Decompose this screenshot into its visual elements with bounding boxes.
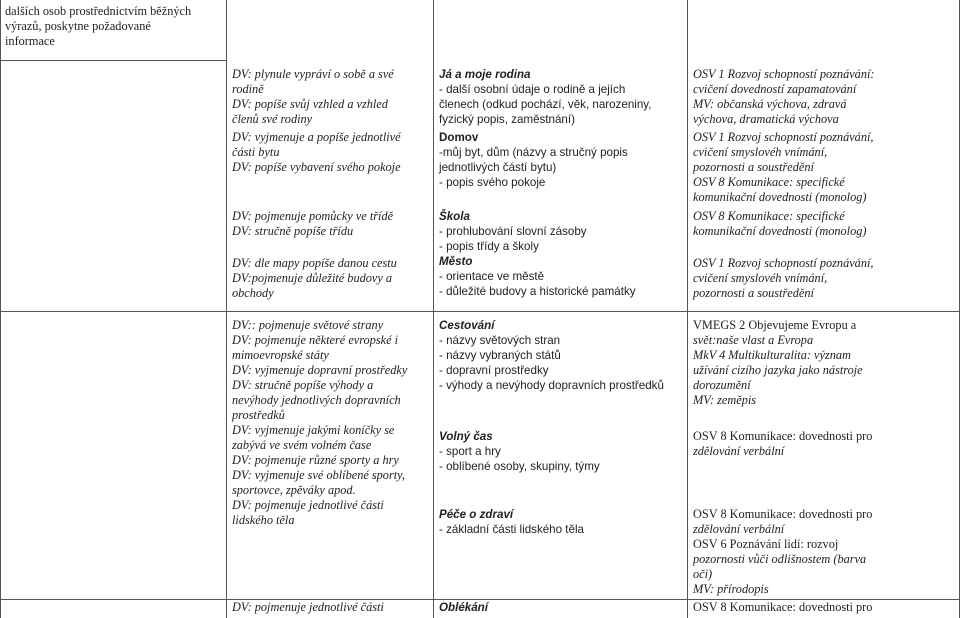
topic-heading: Oblékání xyxy=(439,601,488,614)
text-line: OSV 1 Rozvoj schopností poznávání, xyxy=(693,130,874,144)
cross-topics-town xyxy=(693,256,873,301)
text-line: sportovce, zpěváky apod. xyxy=(232,483,356,497)
text-line: DV: vyjmenuje a popíše jednotlivé xyxy=(232,130,401,144)
text-line: - dopravní prostředky xyxy=(439,364,549,377)
topic-travel xyxy=(439,318,664,393)
topic-home xyxy=(439,130,628,190)
text-line: VMEGS 2 Objevujeme Evropu a xyxy=(693,318,857,332)
text-line: DV: pojmenuje pomůcky ve třídě xyxy=(232,209,394,223)
text-line: MV: občanská výchova, zdravá xyxy=(693,97,847,111)
text-line: - důležité budovy a historické památky xyxy=(439,285,636,298)
text-line: DV:pojmenuje důležité budovy a xyxy=(232,271,393,285)
cross-topics-health xyxy=(693,507,872,597)
text-line: - oblíbené osoby, skupiny, týmy xyxy=(439,460,600,473)
cross-topics-home xyxy=(693,130,873,205)
row-divider-2 xyxy=(0,311,960,312)
text-line: výchova, dramatická výchova xyxy=(693,112,839,126)
text-line: OSV 6 Poznávání lidí: rozvoj xyxy=(693,537,839,551)
text-line: dalších osob prostřednictvím běžných xyxy=(5,4,192,18)
outcomes-home xyxy=(232,130,401,175)
text-line: oči) xyxy=(693,567,713,581)
topic-clothing xyxy=(439,600,488,615)
text-line: - další osobní údaje o rodině a jejích xyxy=(439,83,626,96)
text-line: mimoevropské státy xyxy=(232,348,329,362)
outcomes-clothing xyxy=(232,600,384,615)
text-line: DV: stručně popíše výhody a xyxy=(232,378,374,392)
text-line: MV: zeměpis xyxy=(693,393,757,407)
topic-heading: Já a moje rodina xyxy=(439,68,531,81)
topic-heading: Volný čas xyxy=(439,430,493,443)
text-line: zdělování verbální xyxy=(693,444,785,458)
column-divider-2 xyxy=(433,0,434,618)
text-line: DV: dle mapy popíše danou cestu xyxy=(232,256,397,270)
text-line: OSV 1 Rozvoj schopností poznávání: xyxy=(693,67,875,81)
topic-heading: Škola xyxy=(439,210,470,223)
text-line: - popis svého pokoje xyxy=(439,176,546,189)
text-line: OSV 8 Komunikace: specifické xyxy=(693,209,845,223)
topic-school xyxy=(439,209,636,299)
text-line: členech (odkud pochází, věk, narozeniny, xyxy=(439,98,652,111)
text-line: DV: vyjmenuje své oblíbené sporty, xyxy=(232,468,406,482)
text-line: prostředků xyxy=(232,408,285,422)
cross-topics-clothing xyxy=(693,600,872,615)
text-line: svět:naše vlast a Evropa xyxy=(693,333,814,347)
text-line: - základní části lidského těla xyxy=(439,523,584,536)
text-line: rodině xyxy=(232,82,264,96)
text-line: jednotlivých částí bytu) xyxy=(439,161,557,174)
text-line: DV: popíše svůj vzhled a vzhled xyxy=(232,97,388,111)
text-line: komunikační dovednosti (monolog) xyxy=(693,190,867,204)
text-line: DV: vyjmenuje jakými koníčky se xyxy=(232,423,395,437)
text-line: cvičení smyslovéh vnímání, xyxy=(693,271,828,285)
text-line: výrazů, poskytne požadované xyxy=(5,19,151,33)
text-line: zabývá ve svém volném čase xyxy=(232,438,372,452)
outcomes-town xyxy=(232,256,397,301)
text-line: MV: přírodopis xyxy=(693,582,769,596)
text-line: pozornosti a soustředění xyxy=(693,286,814,300)
text-line: OSV 8 Komunikace: specifické xyxy=(693,175,845,189)
cross-topics-travel xyxy=(693,318,863,408)
topic-free-time xyxy=(439,429,600,474)
intro-text xyxy=(5,4,191,49)
cross-topics-school xyxy=(693,209,866,239)
row-divider-1 xyxy=(0,60,227,61)
text-line: DV: plynule vypráví o sobě a své xyxy=(232,67,394,81)
text-line: komunikační dovednosti (monolog) xyxy=(693,224,867,238)
text-line: - výhody a nevýhody dopravních prostředků xyxy=(439,379,664,392)
column-divider-1 xyxy=(226,0,227,618)
text-line: - názvy světových stran xyxy=(439,334,561,347)
text-line: DV:: pojmenuje světové strany xyxy=(232,318,384,332)
column-divider-3 xyxy=(687,0,688,618)
text-line: - názvy vybraných států xyxy=(439,349,561,362)
text-line: lidského těla xyxy=(232,513,295,527)
outcomes-family xyxy=(232,67,394,127)
text-line: DV: pojmenuje jednotlivé části xyxy=(232,498,384,512)
topic-heading: Cestování xyxy=(439,319,495,332)
text-line: obchody xyxy=(232,286,274,300)
topic-health xyxy=(439,507,584,537)
text-line: - sport a hry xyxy=(439,445,501,458)
text-line: fyzický popis, zaměstnání) xyxy=(439,113,575,126)
text-line: DV: vyjmenuje dopravní prostředky xyxy=(232,363,408,377)
text-line: DV: pojmenuje různé sporty a hry xyxy=(232,453,399,467)
text-line: OSV 1 Rozvoj schopností poznávání, xyxy=(693,256,874,270)
text-line: části bytu xyxy=(232,145,280,159)
outcomes-school xyxy=(232,209,393,239)
cross-topics-free-time xyxy=(693,429,872,459)
text-line: členů své rodiny xyxy=(232,112,313,126)
text-line: OSV 8 Komunikace: dovednosti pro xyxy=(693,600,873,614)
text-line: pozornosti a soustředění xyxy=(693,160,814,174)
text-line: - prohlubování slovní zásoby xyxy=(439,225,587,238)
topic-heading: Město xyxy=(439,255,473,268)
text-line: cvičení smyslovéh vnímání, xyxy=(693,145,828,159)
topic-heading: Domov xyxy=(439,131,479,144)
text-line: DV: pojmenuje některé evropské i xyxy=(232,333,399,347)
text-line: nevýhody jednotlivých dopravních xyxy=(232,393,401,407)
text-line: DV: pojmenuje jednotlivé části xyxy=(232,600,384,614)
cross-topics-family xyxy=(693,67,874,127)
text-line: cvičení dovedností zapamatování xyxy=(693,82,857,96)
text-line: zdělování verbální xyxy=(693,522,785,536)
text-line: OSV 8 Komunikace: dovednosti pro xyxy=(693,507,873,521)
text-line: - orientace ve městě xyxy=(439,270,545,283)
text-line: DV: popíše vybavení svého pokoje xyxy=(232,160,401,174)
table-border-left xyxy=(0,0,1,618)
text-line: - popis třídy a školy xyxy=(439,240,539,253)
outcomes-travel xyxy=(232,318,407,528)
topic-heading: Péče o zdraví xyxy=(439,508,514,521)
text-line: OSV 8 Komunikace: dovednosti pro xyxy=(693,429,873,443)
topic-family xyxy=(439,67,651,127)
text-line: informace xyxy=(5,34,55,48)
text-line: MkV 4 Multikulturalita: význam xyxy=(693,348,851,362)
text-line: pozornosti vůči odlišnostem (barva xyxy=(693,552,867,566)
text-line: DV: stručně popíše třídu xyxy=(232,224,354,238)
text-line: dorozumění xyxy=(693,378,751,392)
text-line: užívání cizího jazyka jako nástroje xyxy=(693,363,863,377)
text-line: -můj byt, dům (názvy a stručný popis xyxy=(439,146,628,159)
